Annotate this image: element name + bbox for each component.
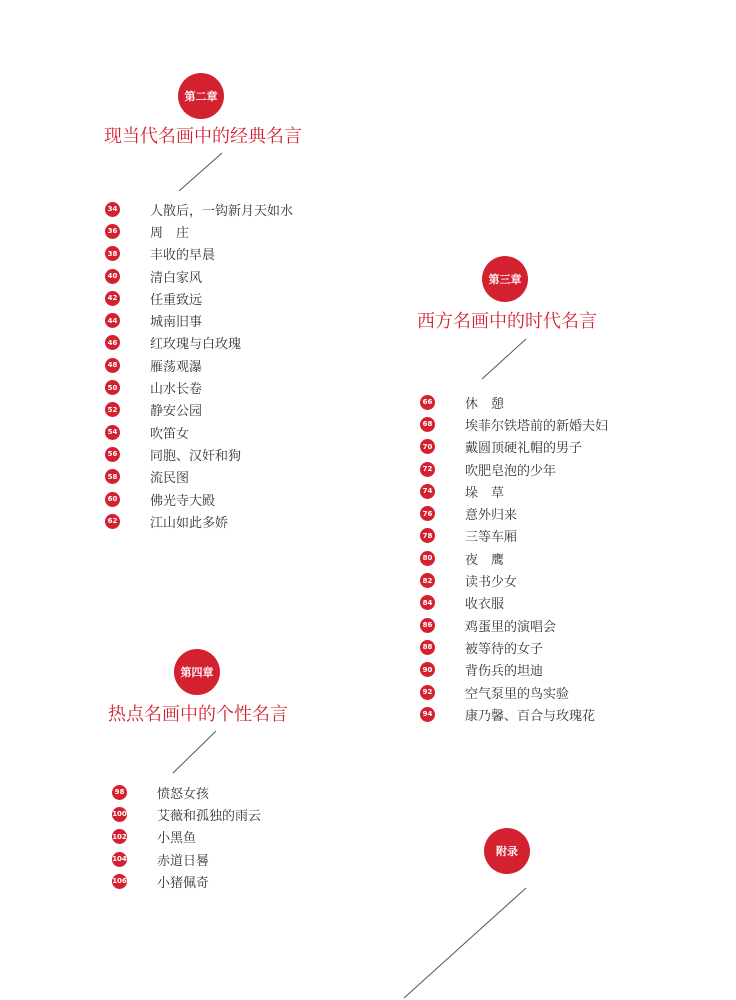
toc-entry[interactable] xyxy=(105,376,203,398)
entry-title: 人散后，一钩新月天如水 xyxy=(150,203,294,219)
toc-entry[interactable] xyxy=(105,510,229,532)
toc-entry[interactable] xyxy=(420,547,505,569)
toc-entry[interactable] xyxy=(105,488,216,510)
entry-title: 周 庄 xyxy=(150,225,190,241)
page-number-badge: 98 xyxy=(112,785,127,800)
page-number-badge: 66 xyxy=(420,395,435,410)
entry-title: 鸡蛋里的演唱会 xyxy=(465,619,557,635)
entry-title: 埃菲尔铁塔前的新婚夫妇 xyxy=(465,418,609,434)
entry-title: 愤怒女孩 xyxy=(157,786,210,802)
toc-entry[interactable] xyxy=(420,703,596,725)
chapter-2-badge: 第二章 xyxy=(178,73,224,119)
toc-entry[interactable] xyxy=(420,614,557,636)
chapter-3-badge: 第三章 xyxy=(482,256,528,302)
chapter-2-connector-line xyxy=(176,150,226,194)
chapter-4-title: 热点名画中的个性名言 xyxy=(108,704,288,725)
toc-entry[interactable] xyxy=(105,443,242,465)
toc-entry[interactable] xyxy=(105,265,203,287)
toc-entry[interactable] xyxy=(105,243,216,265)
page-number-badge: 58 xyxy=(105,469,120,484)
chapter-2-title: 现当代名画中的经典名言 xyxy=(104,126,302,147)
entry-title: 山水长卷 xyxy=(150,382,203,398)
page-number-badge: 106 xyxy=(112,874,127,889)
entry-title: 同胞、汉奸和狗 xyxy=(150,448,242,464)
toc-entry[interactable] xyxy=(112,781,210,803)
toc-entry[interactable] xyxy=(420,636,544,658)
page-number-badge: 60 xyxy=(105,492,120,507)
entry-title: 吹肥皂泡的少年 xyxy=(465,463,557,479)
page-number-badge: 52 xyxy=(105,402,120,417)
entry-title: 夜 鹰 xyxy=(465,552,505,568)
entry-title: 赤道日晷 xyxy=(157,853,210,869)
chapter-3-title: 西方名画中的时代名言 xyxy=(417,311,597,332)
toc-entry[interactable] xyxy=(420,525,518,547)
page-number-badge: 38 xyxy=(105,246,120,261)
page-number-badge: 72 xyxy=(420,462,435,477)
toc-entry[interactable] xyxy=(105,332,242,354)
page-number-badge: 48 xyxy=(105,358,120,373)
chapter-3-connector-line xyxy=(479,336,529,382)
entry-title: 清白家风 xyxy=(150,270,203,286)
entry-title: 意外归来 xyxy=(465,508,518,524)
toc-entry[interactable] xyxy=(105,399,203,421)
toc-entry[interactable] xyxy=(420,681,570,703)
appendix-badge: 附录 xyxy=(484,828,530,874)
page-number-badge: 92 xyxy=(420,685,435,700)
entry-title: 康乃馨、百合与玫瑰花 xyxy=(465,708,596,724)
page-number-badge: 62 xyxy=(105,514,120,529)
toc-entry[interactable] xyxy=(105,354,203,376)
page-number-badge: 76 xyxy=(420,506,435,521)
entry-title: 戴圆顶硬礼帽的男子 xyxy=(465,441,583,457)
toc-entry[interactable] xyxy=(420,413,609,435)
page-number-badge: 78 xyxy=(420,528,435,543)
entry-title: 小猪佩奇 xyxy=(157,875,210,891)
entry-title: 任重致远 xyxy=(150,292,203,308)
entry-title: 静安公园 xyxy=(150,404,203,420)
toc-entry[interactable] xyxy=(105,287,203,309)
entry-title: 垛 草 xyxy=(465,485,505,501)
entry-title: 城南旧事 xyxy=(150,315,203,331)
toc-entry[interactable] xyxy=(105,466,190,488)
page-number-badge: 104 xyxy=(112,852,127,867)
entry-title: 雁荡观瀑 xyxy=(150,359,203,375)
chapter-4-connector-line xyxy=(170,728,220,776)
page-number-badge: 86 xyxy=(420,618,435,633)
toc-entry[interactable] xyxy=(105,220,190,242)
toc-entry[interactable] xyxy=(420,659,544,681)
page-number-badge: 44 xyxy=(105,313,120,328)
page-number-badge: 70 xyxy=(420,439,435,454)
page-number-badge: 40 xyxy=(105,269,120,284)
page-number-badge: 88 xyxy=(420,640,435,655)
entry-title: 收衣服 xyxy=(465,597,505,613)
page-number-badge: 80 xyxy=(420,551,435,566)
page-number-badge: 50 xyxy=(105,380,120,395)
entry-title: 流民图 xyxy=(150,471,190,487)
entry-title: 休 憩 xyxy=(465,396,505,412)
entry-title: 丰收的早晨 xyxy=(150,248,216,264)
toc-entry[interactable] xyxy=(420,502,518,524)
entry-title: 空气泵里的鸟实验 xyxy=(465,686,570,702)
entry-title: 江山如此多娇 xyxy=(150,515,229,531)
entry-title: 小黑鱼 xyxy=(157,831,197,847)
toc-entry[interactable] xyxy=(112,848,210,870)
page-number-badge: 94 xyxy=(420,707,435,722)
toc-entry[interactable] xyxy=(105,421,190,443)
page-number-badge: 84 xyxy=(420,595,435,610)
page-number-badge: 100 xyxy=(112,807,127,822)
toc-entry[interactable] xyxy=(420,458,557,480)
entry-title: 吹笛女 xyxy=(150,426,190,442)
toc-entry[interactable] xyxy=(420,569,518,591)
page-number-badge: 36 xyxy=(105,224,120,239)
page-number-badge: 56 xyxy=(105,447,120,462)
toc-entry[interactable] xyxy=(112,803,262,825)
chapter-3-toc xyxy=(420,391,609,725)
chapter-4-badge: 第四章 xyxy=(174,649,220,695)
page-number-badge: 34 xyxy=(105,202,120,217)
entry-title: 背伤兵的坦迪 xyxy=(465,664,544,680)
toc-entry[interactable] xyxy=(105,309,203,331)
page-number-badge: 54 xyxy=(105,425,120,440)
toc-entry[interactable] xyxy=(420,436,583,458)
toc-entry[interactable] xyxy=(420,480,505,502)
entry-title: 被等待的女子 xyxy=(465,641,544,657)
toc-entry[interactable] xyxy=(420,391,505,413)
toc-entry[interactable] xyxy=(112,870,210,892)
page-number-badge: 46 xyxy=(105,335,120,350)
toc-entry[interactable] xyxy=(105,198,294,220)
page-number-badge: 74 xyxy=(420,484,435,499)
appendix-connector-line xyxy=(400,885,530,1000)
chapter-2-toc xyxy=(105,198,294,532)
entry-title: 佛光寺大殿 xyxy=(150,493,216,509)
page-number-badge: 68 xyxy=(420,417,435,432)
entry-title: 三等车厢 xyxy=(465,530,518,546)
page-number-badge: 102 xyxy=(112,829,127,844)
page-number-badge: 42 xyxy=(105,291,120,306)
page-number-badge: 90 xyxy=(420,662,435,677)
chapter-4-toc xyxy=(112,781,262,892)
page-number-badge: 82 xyxy=(420,573,435,588)
toc-entry[interactable] xyxy=(112,826,197,848)
entry-title: 读书少女 xyxy=(465,575,518,591)
entry-title: 红玫瑰与白玫瑰 xyxy=(150,337,242,353)
toc-entry[interactable] xyxy=(420,592,505,614)
entry-title: 艾薇和孤独的雨云 xyxy=(157,808,262,824)
